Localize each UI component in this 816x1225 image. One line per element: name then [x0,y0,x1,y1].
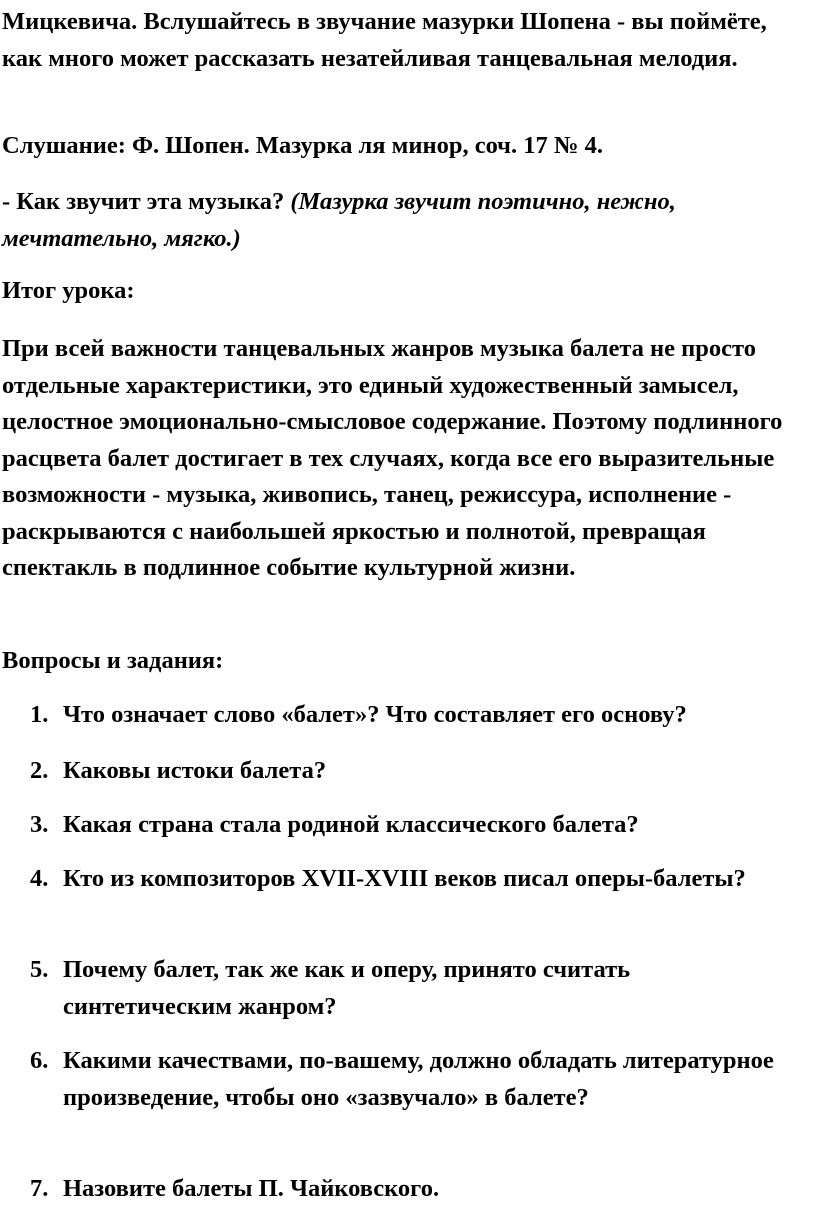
task-number: 4. [30,865,49,892]
task-text: Назовите балеты П. Чайковского. [63,1175,440,1202]
listening-paragraph: Слушание: Ф. Шопен. Мазурка ля минор, соч. 17 № 4. [2,132,603,159]
tasks-heading: Вопросы и задания: [2,647,224,674]
task-text: Кто из композиторов XVII-XVIII веков писал оперы-балеты? [63,865,746,892]
task-text: Каковы истоки балета? [63,757,327,784]
task-number: 3. [30,811,49,838]
question-paragraph [2,184,802,257]
summary-heading: Итог урока: [2,277,135,304]
task-number: 1. [30,701,49,728]
question-text: - Как звучит эта музыка? [2,188,291,215]
summary-paragraph: При всей важности танцевальных жанров музыка балета не просто отдельные характеристики, это единый художественный замысел, целостное эмоционально-смысловое содержание. Поэтому подлинного расцвета балет достигает в тех случаях, когда все его выразительные возможности - музыка, живопись, танец, режиссура, исполнение - раскрываются с наибольшей яркостью и полнотой, превращая спектакль в подлинное событие культурной жизни. [2,335,783,581]
task-text: Что означает слово «балет»? Что составляет его основу? [63,701,687,728]
task-text: Какая страна стала родиной классического балета? [63,811,639,838]
task-text: Какими качествами, по-вашему, должно обладать литературное произведение, чтобы оно «зазвучало» в балете? [63,1047,774,1111]
task-number: 6. [30,1047,49,1074]
question-answer: (Мазурка звучит поэтично, нежно, мечтательно, мягко.) [2,188,676,252]
task-number: 7. [30,1175,49,1202]
intro-paragraph: Мицкевича. Вслушайтесь в звучание мазурки Шопена - вы поймёте, как много может рассказать незатейливая танцевальная мелодия. [2,8,767,72]
task-number: 5. [30,956,49,983]
task-text: Почему балет, так же как и оперу, принято считать синтетическим жанром? [63,956,631,1020]
task-number: 2. [30,757,49,784]
